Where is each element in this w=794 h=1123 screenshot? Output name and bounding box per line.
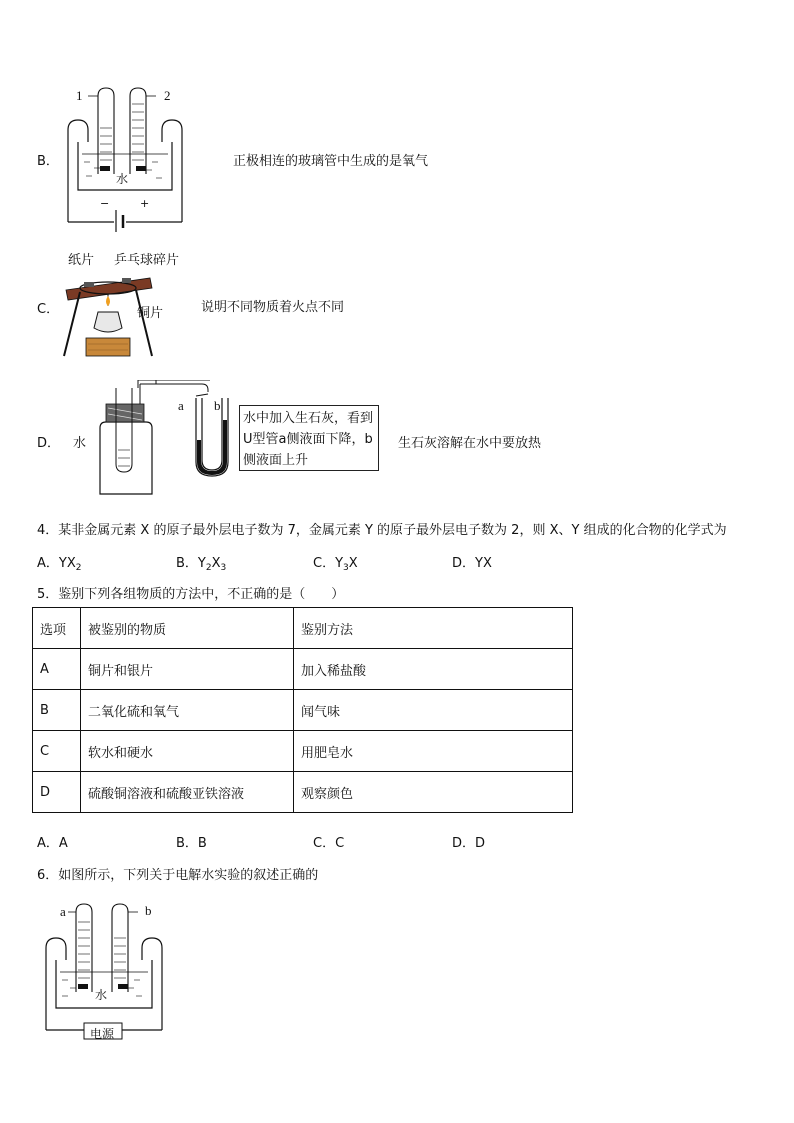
table-cell: 用肥皂水 [294,731,573,772]
q5-stem: 5．鉴别下列各组物质的方法中，不正确的是（ ） [37,587,345,602]
table-cell: 铜片和银片 [81,649,294,690]
q5-option-d: D．D [452,836,486,851]
tube-a-label: a [60,904,66,919]
table-cell: 加入稀盐酸 [294,649,573,690]
q5-option-b: B．B [176,836,207,851]
table-cell: 观察颜色 [294,772,573,813]
option-c-letter: C． [37,302,60,317]
q4-option-d: D．YX [452,556,492,571]
u-tube-b-label: b [214,398,221,413]
tube-b-label: b [145,903,152,918]
tube-1-label: 1 [76,88,83,103]
option-b-letter: B． [37,154,59,169]
q4-option-a: A．$YX_2$ [37,556,82,573]
q4-option-b: B．$Y_2X_3$ [176,556,227,573]
table-header-row [33,608,573,649]
power-source-label: 电源 [90,1027,115,1041]
table-row [33,649,573,690]
u-tube-a-label: a [178,398,184,413]
tube-2-label: 2 [164,88,171,103]
header-cell: 选项 [33,608,81,649]
table-cell: A [33,649,81,690]
table-cell: C [33,731,81,772]
option-d-desc: 生石灰溶解在水中要放热 [398,436,542,451]
table-cell: D [33,772,81,813]
table-cell: 闻气味 [294,690,573,731]
table-cell: 二氧化硫和氧气 [81,690,294,731]
plus-label: + [140,197,150,210]
callout-box: 水中加入生石灰，看到U型管a侧液面下降，b侧液面上升 [239,405,379,471]
minus-label: − [100,197,110,210]
q5-option-a: A．A [37,836,68,851]
table-row [33,772,573,813]
table-cell: B [33,690,81,731]
paper-label: 纸片 [68,253,95,268]
q5-option-c: C．C [313,836,345,851]
electrolysis-diagram-b [60,82,190,232]
q5-table [32,607,573,813]
option-c-desc: 说明不同物质着火点不同 [201,300,345,315]
header-cell: 鉴别方法 [294,608,573,649]
option-b-desc: 正极相连的玻璃管中生成的是氧气 [233,154,429,169]
copper-label: 铜片 [137,306,164,321]
table-row [33,731,573,772]
q4-stem: 4．某非金属元素 X 的原子最外层电子数为 7，金属元素 Y 的原子最外层电子数为 2，则 X、Y 组成的化合物的化学式为 [37,523,727,538]
pingpong-label: 乒乓球碎片 [114,253,180,268]
table-cell: 软水和硬水 [81,731,294,772]
water-label-q6: 水 [95,988,108,1002]
header-cell: 被鉴别的物质 [81,608,294,649]
option-d-letter: D． [37,436,61,451]
table-row [33,690,573,731]
q6-stem: 6．如图所示，下列关于电解水实验的叙述正确的 [37,868,319,883]
table-cell: 硫酸铜溶液和硫酸亚铁溶液 [81,772,294,813]
q4-option-c: C．$Y_3X$ [313,556,358,573]
water-label-d: 水 [73,436,87,451]
water-label-b: 水 [116,172,129,186]
